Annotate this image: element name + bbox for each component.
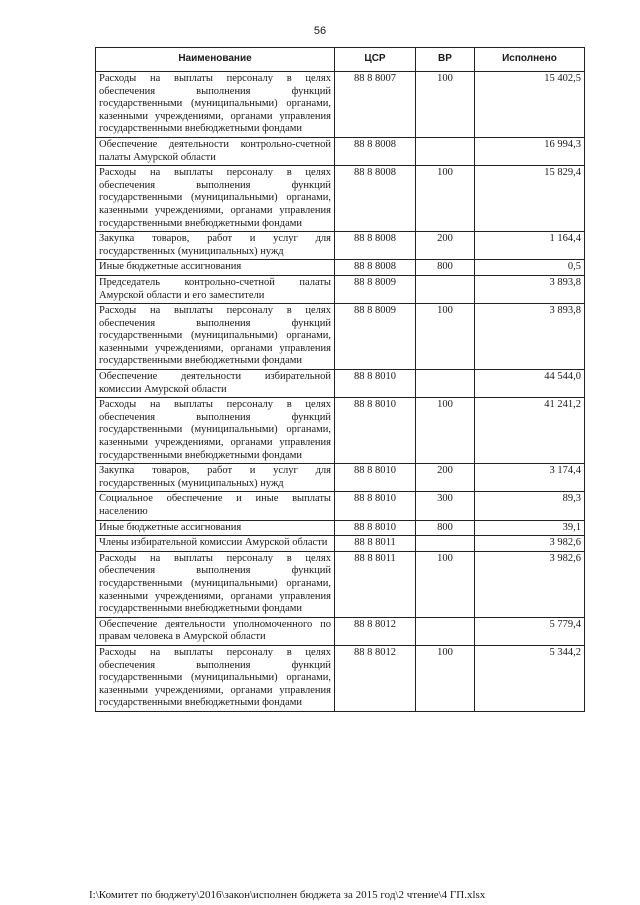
footer-file-path: I:\Комитет по бюджету\2016\закон\исполнен бюджета за 2015 год\2 чтение\4 ГП.xlsx — [89, 889, 486, 901]
row-vr-cell — [416, 275, 475, 303]
table-row — [96, 275, 585, 303]
row-csr-cell: 88 8 8008 — [335, 232, 416, 260]
table-row — [96, 260, 585, 276]
row-csr-cell: 88 8 8009 — [335, 275, 416, 303]
row-vr-cell — [416, 536, 475, 552]
row-name-cell: Председатель контрольно-счетной палаты Амурской области и его заместители — [96, 275, 335, 303]
row-vr-cell: 800 — [416, 520, 475, 536]
row-name-cell: Социальное обеспечение и иные выплаты населению — [96, 492, 335, 520]
table-row — [96, 72, 585, 138]
row-vr-cell: 800 — [416, 260, 475, 276]
row-csr-cell: 88 8 8010 — [335, 398, 416, 464]
row-vr-cell: 100 — [416, 551, 475, 617]
header-executed: Исполнено — [475, 48, 585, 72]
row-csr-cell: 88 8 8010 — [335, 492, 416, 520]
row-executed-cell: 41 241,2 — [475, 398, 585, 464]
row-vr-cell: 100 — [416, 304, 475, 370]
row-executed-cell: 39,1 — [475, 520, 585, 536]
row-executed-cell: 5 344,2 — [475, 645, 585, 711]
header-vr: ВР — [416, 48, 475, 72]
row-executed-cell: 15 402,5 — [475, 72, 585, 138]
row-name-cell: Расходы на выплаты персоналу в целях обеспечения выполнения функций государственными (муниципальными) органами, казенными учреждениями, органами управления государственными внебюджетными фондами — [96, 645, 335, 711]
header-name: Наименование — [96, 48, 335, 72]
row-vr-cell: 200 — [416, 464, 475, 492]
budget-execution-table — [95, 47, 585, 712]
row-csr-cell: 88 8 8008 — [335, 260, 416, 276]
row-name-cell: Расходы на выплаты персоналу в целях обеспечения выполнения функций государственными (муниципальными) органами, казенными учреждениями, органами управления государственными внебюджетными фондами — [96, 304, 335, 370]
row-vr-cell — [416, 370, 475, 398]
row-vr-cell: 100 — [416, 398, 475, 464]
row-name-cell: Обеспечение деятельности уполномоченного по правам человека в Амурской области — [96, 617, 335, 645]
table-row — [96, 536, 585, 552]
row-csr-cell: 88 8 8012 — [335, 617, 416, 645]
row-csr-cell: 88 8 8010 — [335, 520, 416, 536]
row-name-cell: Иные бюджетные ассигнования — [96, 260, 335, 276]
table-header-row — [96, 48, 585, 72]
row-csr-cell: 88 8 8010 — [335, 464, 416, 492]
row-executed-cell: 44 544,0 — [475, 370, 585, 398]
table-row — [96, 166, 585, 232]
table-row — [96, 645, 585, 711]
row-vr-cell: 100 — [416, 72, 475, 138]
table-row — [96, 232, 585, 260]
row-csr-cell: 88 8 8007 — [335, 72, 416, 138]
row-name-cell: Расходы на выплаты персоналу в целях обеспечения выполнения функций государственными (муниципальными) органами, казенными учреждениями, органами управления государственными внебюджетными фондами — [96, 551, 335, 617]
table-row — [96, 304, 585, 370]
table-row — [96, 398, 585, 464]
row-executed-cell: 15 829,4 — [475, 166, 585, 232]
row-vr-cell — [416, 137, 475, 165]
row-executed-cell: 1 164,4 — [475, 232, 585, 260]
row-name-cell: Обеспечение деятельности избирательной комиссии Амурской области — [96, 370, 335, 398]
row-csr-cell: 88 8 8008 — [335, 166, 416, 232]
row-name-cell: Расходы на выплаты персоналу в целях обеспечения выполнения функций государственными (муниципальными) органами, казенными учреждениями, органами управления государственными внебюджетными фондами — [96, 72, 335, 138]
row-name-cell: Расходы на выплаты персоналу в целях обеспечения выполнения функций государственными (муниципальными) органами, казенными учреждениями, органами управления государственными внебюджетными фондами — [96, 166, 335, 232]
row-name-cell: Члены избирательной комиссии Амурской области — [96, 536, 335, 552]
table-row — [96, 370, 585, 398]
row-vr-cell — [416, 617, 475, 645]
page-number: 56 — [313, 25, 327, 37]
header-csr: ЦСР — [335, 48, 416, 72]
row-name-cell: Обеспечение деятельности контрольно-счетной палаты Амурской области — [96, 137, 335, 165]
row-vr-cell: 300 — [416, 492, 475, 520]
table-row — [96, 492, 585, 520]
row-executed-cell: 3 893,8 — [475, 275, 585, 303]
row-vr-cell: 100 — [416, 645, 475, 711]
row-vr-cell: 200 — [416, 232, 475, 260]
row-executed-cell: 3 174,4 — [475, 464, 585, 492]
row-executed-cell: 3 982,6 — [475, 536, 585, 552]
table-row — [96, 551, 585, 617]
table-row — [96, 617, 585, 645]
row-csr-cell: 88 8 8010 — [335, 370, 416, 398]
row-name-cell: Закупка товаров, работ и услуг для государственных (муниципальных) нужд — [96, 232, 335, 260]
row-executed-cell: 0,5 — [475, 260, 585, 276]
row-executed-cell: 5 779,4 — [475, 617, 585, 645]
row-vr-cell: 100 — [416, 166, 475, 232]
row-executed-cell: 89,3 — [475, 492, 585, 520]
row-executed-cell: 3 893,8 — [475, 304, 585, 370]
row-csr-cell: 88 8 8009 — [335, 304, 416, 370]
row-csr-cell: 88 8 8011 — [335, 536, 416, 552]
table-row — [96, 137, 585, 165]
row-csr-cell: 88 8 8012 — [335, 645, 416, 711]
row-csr-cell: 88 8 8011 — [335, 551, 416, 617]
row-executed-cell: 3 982,6 — [475, 551, 585, 617]
row-name-cell: Иные бюджетные ассигнования — [96, 520, 335, 536]
table-row — [96, 520, 585, 536]
row-csr-cell: 88 8 8008 — [335, 137, 416, 165]
row-name-cell: Закупка товаров, работ и услуг для государственных (муниципальных) нужд — [96, 464, 335, 492]
row-executed-cell: 16 994,3 — [475, 137, 585, 165]
table-row — [96, 464, 585, 492]
row-name-cell: Расходы на выплаты персоналу в целях обеспечения выполнения функций государственными (муниципальными) органами, казенными учреждениями, органами управления государственными внебюджетными фондами — [96, 398, 335, 464]
